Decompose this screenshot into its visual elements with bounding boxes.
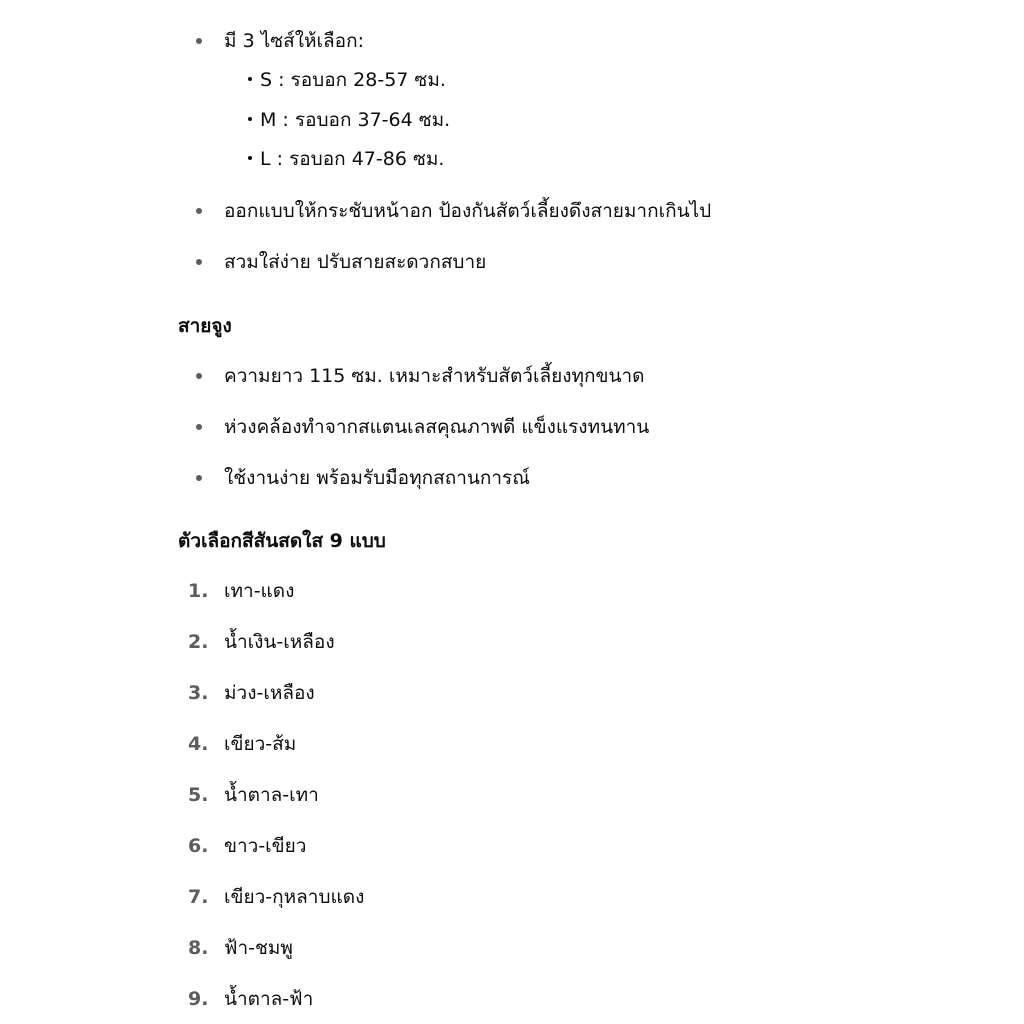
sub-bullet-icon — [248, 117, 252, 121]
item-number: 6. — [188, 835, 209, 857]
bullet-icon — [196, 373, 202, 379]
section-heading-colors: ตัวเลือกสีสันสดใส 9 แบบ — [178, 530, 386, 552]
color-label: น้ำตาล-ฟ้า — [224, 988, 314, 1010]
size-label: L : รอบอก 47-86 ซม. — [260, 148, 445, 170]
item-number: 1. — [188, 580, 209, 602]
item-number: 9. — [188, 988, 209, 1010]
feature-text: ห่วงคล้องทำจากสแตนเลสคุณภาพดี แข็งแรงทนทาน — [224, 416, 650, 438]
item-number: 5. — [188, 784, 209, 806]
color-label: เขียว-ส้ม — [224, 733, 297, 755]
feature-text: ออกแบบให้กระชับหน้าอก ป้องกันสัตว์เลี้ยงดึงสายมากเกินไป — [224, 200, 712, 222]
size-label: M : รอบอก 37-64 ซม. — [260, 109, 451, 131]
bullet-icon — [196, 208, 202, 214]
item-number: 7. — [188, 886, 209, 908]
sub-bullet-icon — [248, 156, 252, 160]
size-item-m — [248, 106, 450, 134]
sizes-intro: มี 3 ไซส์ให้เลือก: — [224, 30, 364, 52]
bullet-icon — [196, 259, 202, 265]
item-number: 3. — [188, 682, 209, 704]
size-item-s — [248, 66, 446, 94]
feature-text: ความยาว 115 ซม. เหมาะสำหรับสัตว์เลี้ยงทุกขนาด — [224, 365, 645, 387]
size-item-l — [248, 145, 444, 173]
color-label: เทา-แดง — [224, 580, 295, 602]
feature-text: สวมใส่ง่าย ปรับสายสะดวกสบาย — [224, 251, 487, 273]
color-label: ม่วง-เหลือง — [224, 682, 315, 704]
bullet-icon — [196, 424, 202, 430]
color-label: น้ำเงิน-เหลือง — [224, 631, 335, 653]
item-number: 8. — [188, 937, 209, 959]
color-label: ฟ้า-ชมพู — [224, 937, 293, 959]
item-number: 2. — [188, 631, 209, 653]
sub-bullet-icon — [248, 77, 252, 81]
bullet-icon — [196, 38, 202, 44]
item-number: 4. — [188, 733, 209, 755]
color-label: เขียว-กุหลาบแดง — [224, 886, 365, 908]
size-label: S : รอบอก 28-57 ซม. — [260, 69, 446, 91]
feature-text: ใช้งานง่าย พร้อมรับมือทุกสถานการณ์ — [224, 467, 530, 489]
color-label: ขาว-เขียว — [224, 835, 307, 857]
section-heading-leash: สายจูง — [178, 315, 232, 337]
color-label: น้ำตาล-เทา — [224, 784, 319, 806]
bullet-icon — [196, 475, 202, 481]
